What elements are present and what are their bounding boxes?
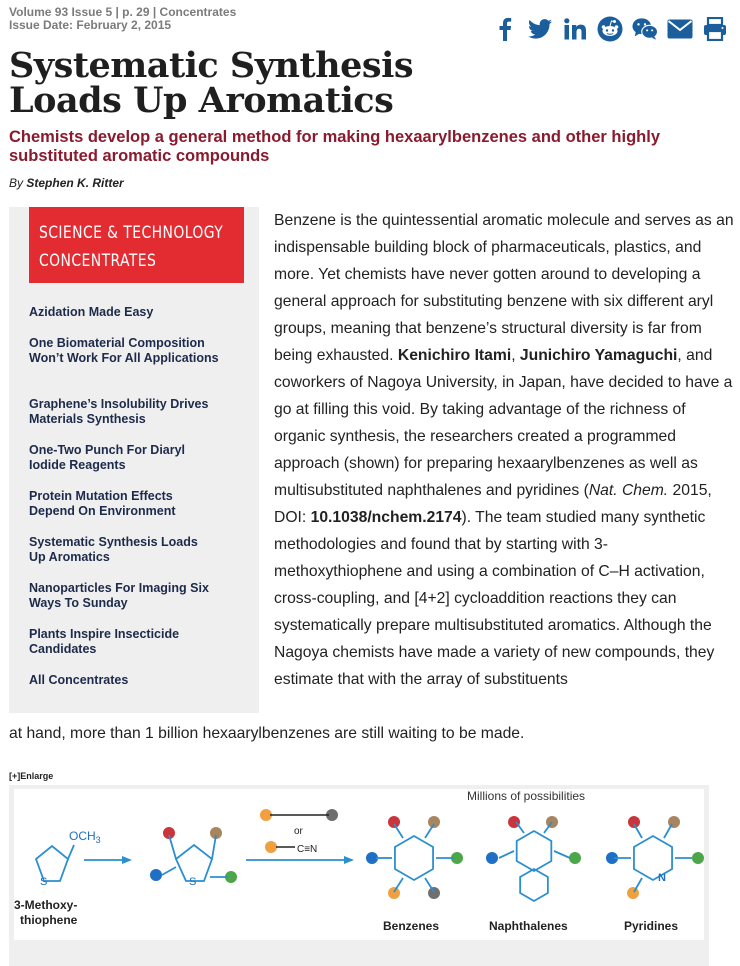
email-icon[interactable] [667, 16, 693, 42]
or-label: or [294, 826, 303, 837]
body-p4: ). The team studied many synthetic methodologies and found that by starting with 3-methoxythiophene and using a combination of C–H activation, cross-coupling, and [4+2] cycloaddition reactions they can systematically prepare multisubstituted aromatics. Although the Nagoya chemists have made a variety of new compounds, they estimate that with the array of substituents [274, 509, 715, 688]
sidebar-link[interactable]: Nanoparticles For Imaging Six Ways To Sunday [29, 581, 209, 610]
substituent-orange [388, 887, 401, 900]
substituent-blue [150, 869, 163, 882]
sidebar-link[interactable]: Systematic Synthesis Loads Up Aromatics [29, 535, 198, 564]
sidebar-link[interactable]: Protein Mutation Effects Depend On Environment [29, 489, 176, 518]
sidebar-link[interactable]: One Biomaterial Composition Won’t Work For All Applications [29, 336, 219, 365]
sidebar-link[interactable]: Plants Inspire Insecticide Candidates [29, 627, 180, 656]
reaction-arrow-head-1 [122, 856, 132, 864]
reaction-arrow-head-2 [344, 856, 354, 864]
wechat-icon[interactable] [632, 16, 658, 42]
och3-subscript: 3 [95, 835, 101, 845]
banner-line-2: CONCENTRATES [39, 251, 157, 271]
banner-line-1: SCIENCE & TECHNOLOGY [39, 223, 224, 243]
nitrogen-label: N [658, 872, 666, 884]
article-title: Systematic Synthesis Loads Up Aromatics [9, 45, 414, 121]
facebook-icon[interactable] [492, 16, 518, 42]
benzene-ring [395, 836, 433, 880]
linkedin-icon[interactable] [562, 16, 588, 42]
article-subtitle: Chemists develop a general method for making hexaarylbenzenes and other highly substituted aromatic compounds [9, 128, 661, 165]
journal-name: Nat. Chem. [588, 482, 669, 499]
product-label-benzenes: Benzenes [383, 919, 440, 933]
substituent-gray [428, 887, 441, 900]
bond [664, 824, 672, 838]
sidebar-link[interactable]: One-Two Punch For Diaryl Iodide Reagents [29, 443, 186, 472]
figure-image[interactable] [14, 789, 704, 940]
start-label-1: 3-Methoxy- [14, 898, 78, 912]
product-label-pyridines: Pyridines [624, 919, 679, 933]
author-link-itami[interactable]: Kenichiro Itami [397, 347, 512, 364]
pyridine-ring [634, 836, 672, 880]
issue-date: Issue Date: February 2, 2015 [9, 18, 172, 32]
body-sep: , [511, 347, 516, 364]
naphthalene-ring-top [517, 831, 552, 871]
body-p3: 2015, DOI: [274, 482, 712, 526]
substituent-brown [428, 816, 441, 829]
issue-line: Volume 93 Issue 5 | p. 29 | Concentrates [9, 5, 237, 19]
author-link-yamaguchi[interactable]: Junichiro Yamaguchi [519, 347, 678, 364]
och3-label [69, 829, 101, 845]
naphthalene-ring-bottom [520, 869, 548, 901]
sidebar-link[interactable]: Azidation Made Easy [29, 305, 154, 319]
substituent-orange [627, 887, 640, 900]
sulfur-label-2: S [189, 876, 197, 888]
methoxy-bond [68, 845, 74, 859]
article-body-tail: at hand, more than 1 billion hexaarylbenzenes are still waiting to be made. [9, 725, 525, 742]
issue-meta [9, 6, 236, 32]
figure-headline: Millions of possibilities [467, 789, 586, 803]
substituent-green [692, 852, 705, 865]
substituent-blue [486, 852, 499, 865]
share-bar [492, 16, 728, 42]
sidebar-link[interactable]: Graphene’s Insolubility Drives Materials Synthesis [29, 397, 209, 426]
bond [499, 851, 514, 858]
substituent-orange [265, 841, 278, 854]
product-label-naphthalenes: Naphthalenes [489, 919, 568, 933]
doi-link[interactable]: 10.1038/nchem.2174 [310, 509, 462, 526]
print-icon[interactable] [702, 16, 728, 42]
substituent-green [569, 852, 582, 865]
nitrile-label: C≡N [297, 844, 318, 855]
bond [162, 867, 176, 875]
byline [9, 176, 124, 190]
article-body [274, 207, 736, 693]
substituent-red [388, 816, 401, 829]
sidebar-link[interactable]: All Concentrates [29, 673, 129, 687]
substituent-red [628, 816, 641, 829]
enlarge-link[interactable]: [+]Enlarge [9, 771, 54, 781]
reddit-icon[interactable] [597, 16, 623, 42]
body-p1: Benzene is the quintessential aromatic molecule and serves as an indispensable building block of pharmaceuticals, plastics, and more. Yet chemists have never gotten around to developing a general approach for substituting benzene with six different aryl groups, meaning that benzene’s structural diversity is far from being exhausted. [274, 212, 734, 364]
substituent-brown [668, 816, 681, 829]
concentrates-banner[interactable] [29, 207, 244, 283]
start-label-2: thiophene [20, 913, 78, 927]
reaction-scheme [14, 789, 704, 940]
concentrates-sidebar [9, 207, 259, 713]
byline-prefix: By [9, 176, 24, 190]
author-link[interactable]: Stephen K. Ritter [26, 176, 124, 190]
sulfur-label-1: S [40, 876, 48, 888]
och3-text: OCH [69, 829, 96, 843]
bond [554, 851, 570, 858]
twitter-icon[interactable] [527, 16, 553, 42]
body-p2: , and coworkers of Nagoya University, in Japan, have decided to have a go at filling this void. By taking advantage of the richness of organic synthesis, the researchers created a programmed approach (shown) for preparing hexaarylbenzenes as well as multisubstituted naphthalenes and pyridines ( [274, 347, 733, 499]
